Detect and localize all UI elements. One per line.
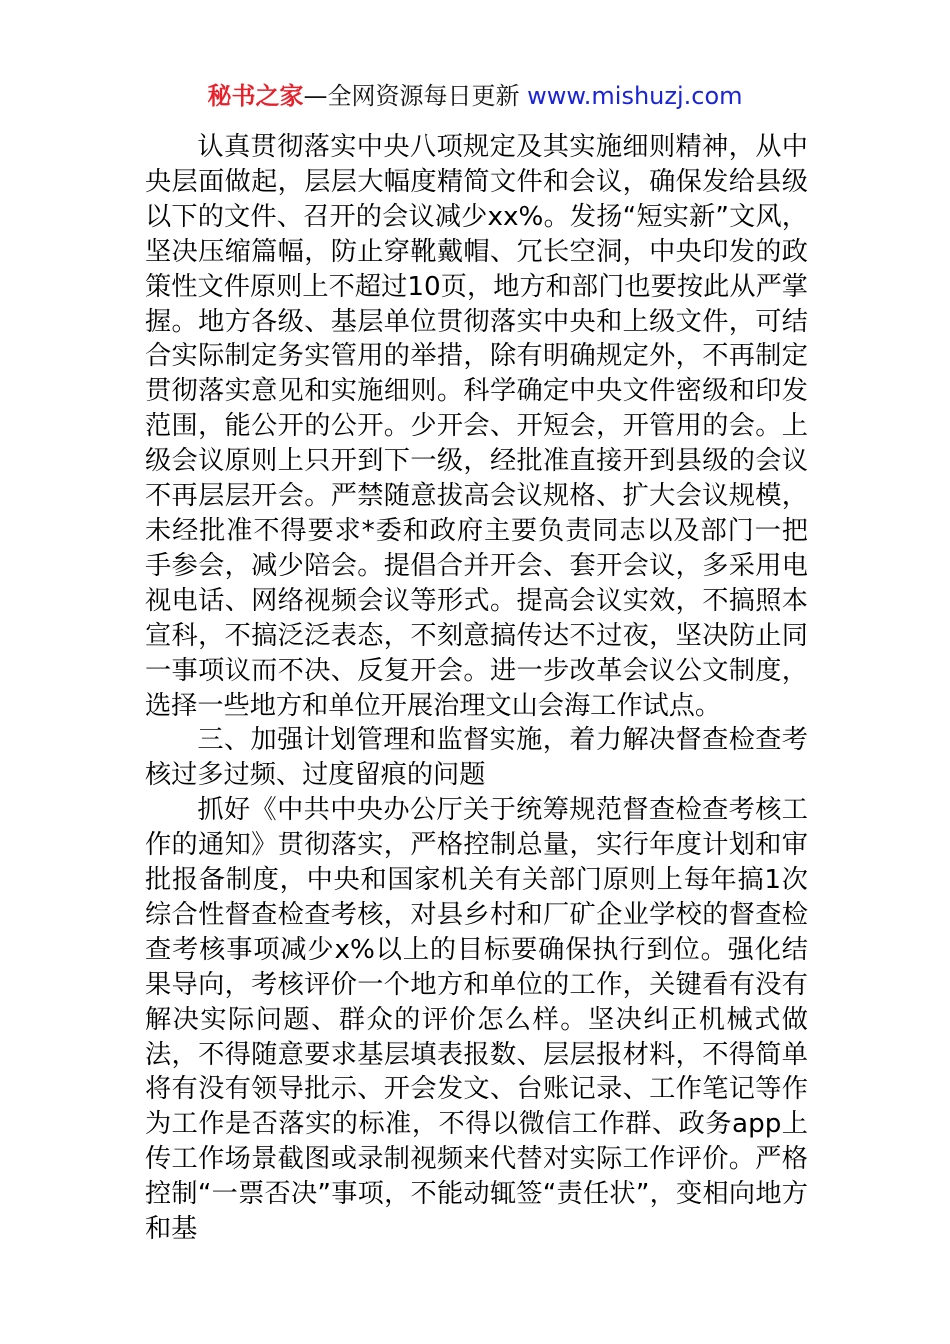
header-tagline: —全网资源每日更新: [303, 82, 528, 110]
document-body: [145, 130, 808, 1247]
header-url-link[interactable]: www.mishuzj.com: [527, 82, 743, 110]
brand-name: 秘书之家: [207, 82, 304, 110]
paragraph-inspections: 抓好《中共中央办公厅关于统筹规范督查检查考核工作的通知》贯彻落实，严格控制总量，实行年度计划和审批报备制度，中央和国家机关有关部门原则上每年搞1次综合性督查检查考核，对县乡村和厂矿企业学校的督查检查考核事项减少x%以上的目标要确保执行到位。强化结果导向，考核评价一个地方和单位的工作，关键看有没有解决实际问题、群众的评价怎么样。坚决纠正机械式做法，不得随意要求基层填表报数、层层报材料，不得简单将有没有领导批示、开会发文、台账记录、工作笔记等作为工作是否落实的标准，不得以微信工作群、政务app上传工作场景截图或录制视频来代替对实际工作评价。严格控制“一票否决”事项，不能动辄签“责任状”，变相向地方和基: [145, 795, 808, 1245]
section-heading-three: 三、加强计划管理和监督实施，着力解决督查检查考核过多过频、过度留痕的问题: [145, 725, 808, 791]
paragraph-documents-meetings: 认真贯彻落实中央八项规定及其实施细则精神，从中央层面做起，层层大幅度精简文件和会议，确保发给县级以下的文件、召开的会议减少xx%。发扬“短实新”文风，坚决压缩篇幅，防止穿靴戴帽、冗长空洞，中央印发的政策性文件原则上不超过10页，地方和部门也要按此从严掌握。地方各级、基层单位贯彻落实中央和上级文件，可结合实际制定务实管用的举措，除有明确规定外，不再制定贯彻落实意见和实施细则。科学确定中央文件密级和印发范围，能公开的公开。少开会、开短会，开管用的会。上级会议原则上只开到下一级，经批准直接开到县级的会议不再层层开会。严禁随意拔高会议规格、扩大会议规模，未经批准不得要求*委和政府主要负责同志以及部门一把手参会，减少陪会。提倡合并开会、套开会议，多采用电视电话、网络视频会议等形式。提高会议实效，不搞照本宣科，不搞泛泛表态，不刻意搞传达不过夜，坚决防止同一事项议而不决、反复开会。进一步改革会议公文制度，选择一些地方和单位开展治理文山会海工作试点。: [145, 132, 808, 721]
page-header: [0, 78, 950, 114]
